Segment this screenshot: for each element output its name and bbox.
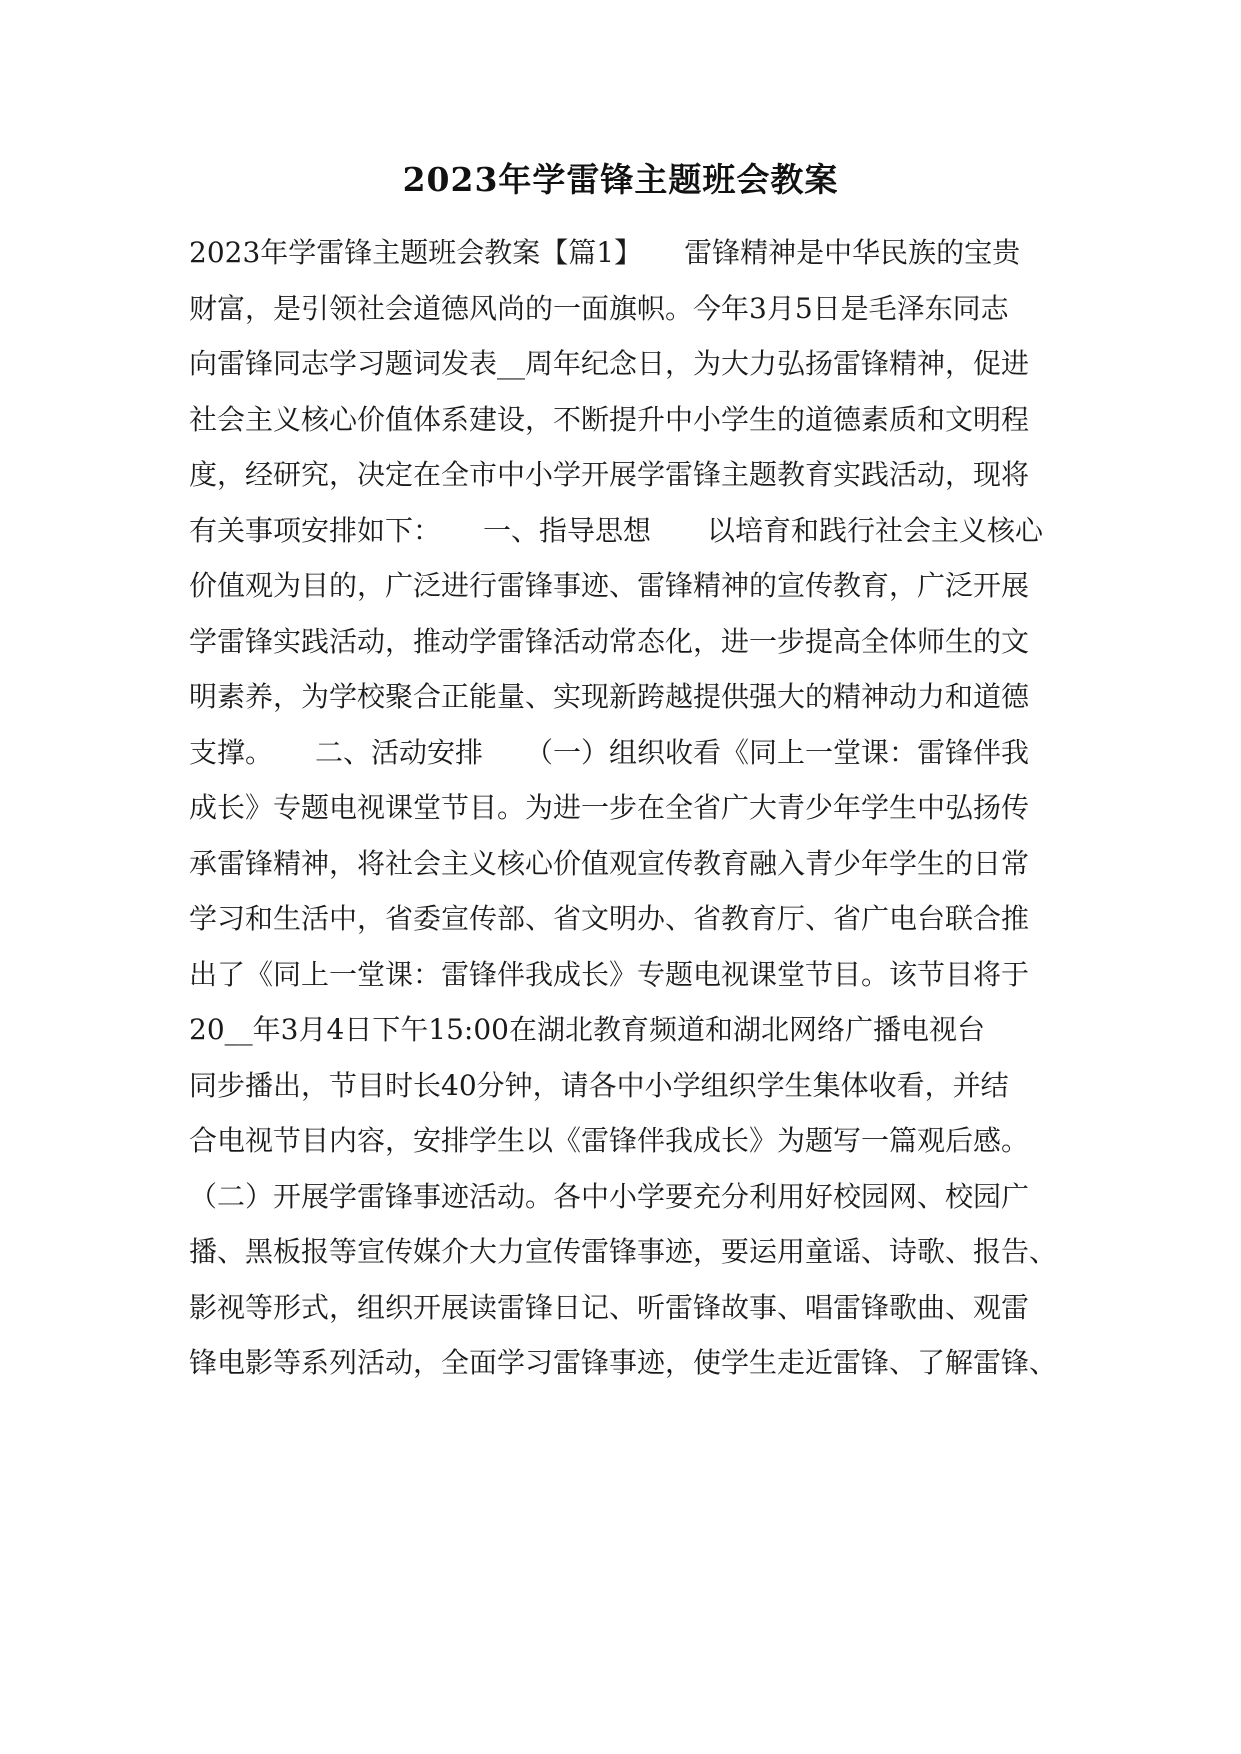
body-line: 2023年学雷锋主题班会教案【篇1】 雷锋精神是中华民族的宝贵 — [189, 236, 1021, 269]
body-line: 成长》专题电视课堂节目。为进一步在全省广大青少年学生中弘扬传 — [189, 791, 1030, 824]
body-line: 出了《同上一堂课：雷锋伴我成长》专题电视课堂节目。该节目将于 — [189, 957, 1030, 991]
body-line: 锋电影等系列活动，全面学习雷锋事迹，使学生走近雷锋、了解雷锋、 — [189, 1346, 1058, 1379]
body-line: 学习和生活中，省委宣传部、省文明办、省教育厅、省广电台联合推 — [189, 902, 1030, 935]
body-line: 播、黑板报等宣传媒介大力宣传雷锋事迹，要运用童谣、诗歌、报告、 — [189, 1235, 1058, 1268]
body-line: 度，经研究，决定在全市中小学开展学雷锋主题教育实践活动，现将 — [189, 458, 1030, 491]
body-line: （二）开展学雷锋事迹活动。各中小学要充分利用好校园网、校园广 — [189, 1179, 1030, 1213]
body-line: 影视等形式，组织开展读雷锋日记、听雷锋故事、唱雷锋歌曲、观雷 — [189, 1290, 1030, 1324]
body-line: 向雷锋同志学习题词发表__周年纪念日，为大力弘扬雷锋精神，促进 — [189, 347, 1030, 380]
body-line: 承雷锋精神，将社会主义核心价值观宣传教育融入青少年学生的日常 — [189, 846, 1030, 880]
body-line: 明素养，为学校聚合正能量、实现新跨越提供强大的精神动力和道德 — [189, 680, 1030, 713]
body-line: 支撑。 二、活动安排 （一）组织收看《同上一堂课：雷锋伴我 — [189, 735, 1030, 769]
document-title: 2023年学雷锋主题班会教案 — [402, 160, 839, 199]
body-line: 财富，是引领社会道德风尚的一面旗帜。今年3月5日是毛泽东同志 — [189, 291, 1009, 325]
body-line: 有关事项安排如下： 一、指导思想 以培育和践行社会主义核心 — [189, 513, 1044, 547]
body-line: 学雷锋实践活动，推动学雷锋活动常态化，进一步提高全体师生的文 — [189, 624, 1030, 658]
body-line: 合电视节目内容，安排学生以《雷锋伴我成长》为题写一篇观后感。 — [189, 1124, 1030, 1157]
body-line: 社会主义核心价值体系建设，不断提升中小学生的道德素质和文明程 — [189, 402, 1030, 436]
body-line: 价值观为目的，广泛进行雷锋事迹、雷锋精神的宣传教育，广泛开展 — [189, 569, 1030, 602]
body-line: 20__年3月4日下午15:00在湖北教育频道和湖北网络广播电视台 — [189, 1013, 985, 1046]
body-line: 同步播出，节目时长40分钟，请各中小学组织学生集体收看，并结 — [189, 1068, 1009, 1102]
document-body — [189, 225, 1069, 1391]
